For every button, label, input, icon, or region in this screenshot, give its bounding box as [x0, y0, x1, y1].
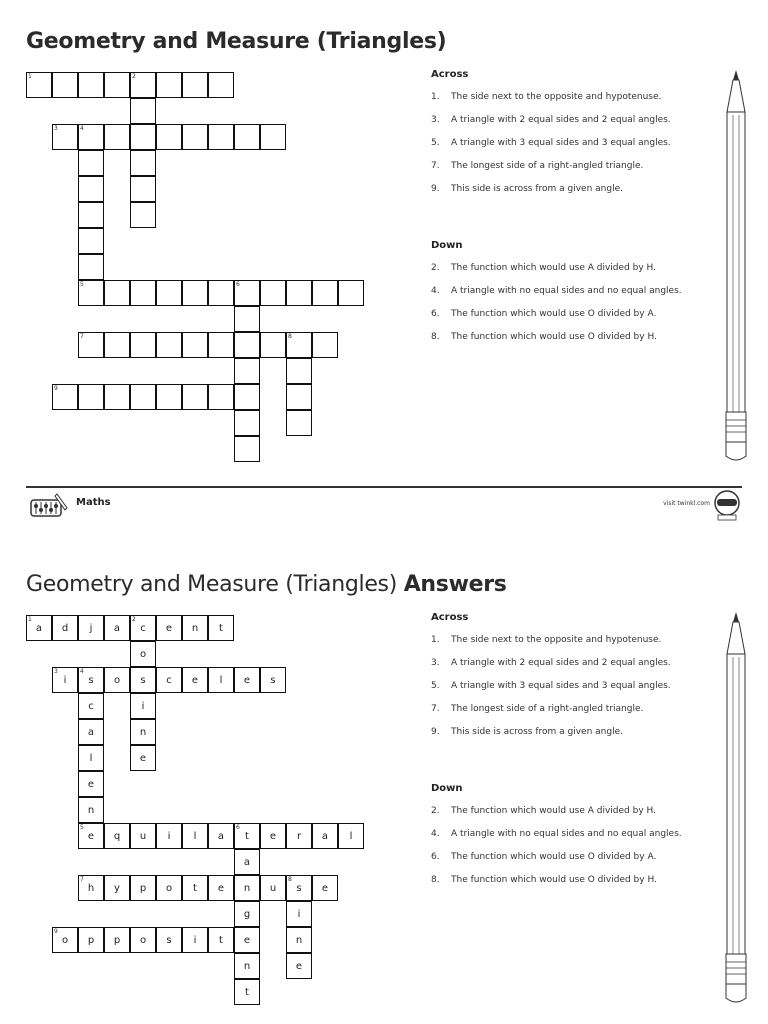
clue-number: 4. [431, 286, 440, 296]
cell-letter: y [114, 883, 120, 894]
crossword-cell[interactable] [208, 72, 234, 98]
crossword-cell [234, 875, 260, 901]
cell-letter: q [113, 831, 121, 842]
crossword-cell [130, 667, 156, 693]
cell-letter: n [139, 727, 147, 738]
crossword-cell[interactable] [78, 332, 104, 358]
crossword-cell[interactable] [26, 72, 52, 98]
crossword-cell[interactable] [338, 280, 364, 306]
crossword-cell[interactable] [208, 384, 234, 410]
cell-letter: n [295, 935, 303, 946]
crossword-cell[interactable] [130, 98, 156, 124]
crossword-cell [234, 849, 260, 875]
crossword-cell [182, 927, 208, 953]
clue-number: 1. [431, 635, 440, 645]
cell-letter: i [63, 675, 67, 686]
down-clue [431, 263, 721, 286]
crossword-cell[interactable] [208, 280, 234, 306]
down-clue-list [431, 806, 721, 898]
cell-letter: a [87, 727, 95, 738]
clue-text: A triangle with 2 equal sides and 2 equal angles. [451, 658, 671, 668]
cell-letter: n [243, 883, 251, 894]
crossword-cell[interactable] [130, 124, 156, 150]
crossword-cell[interactable] [286, 358, 312, 384]
crossword-cell [52, 615, 78, 641]
crossword-cell[interactable] [208, 332, 234, 358]
crossword-cell [286, 875, 312, 901]
crossword-cell[interactable] [52, 384, 78, 410]
crossword-cell [182, 875, 208, 901]
cell-number: 5 [80, 281, 84, 288]
crossword-cell[interactable] [156, 280, 182, 306]
cell-number: 3 [54, 668, 58, 675]
clue-text: The function which would use O divided by H. [451, 875, 657, 885]
cell-number: 7 [80, 876, 84, 883]
cell-letter: r [296, 831, 302, 842]
crossword-cell [104, 927, 130, 953]
footer-visit-link[interactable]: visit twinkl.com [663, 500, 710, 507]
down-heading: Down [431, 783, 463, 794]
down-clue [431, 332, 721, 355]
crossword-cell[interactable] [130, 332, 156, 358]
crossword-cell [208, 615, 234, 641]
clue-number: 8. [431, 332, 440, 342]
cell-letter: o [165, 883, 173, 894]
clue-text: The function which would use O divided by A. [451, 852, 657, 862]
crossword-cell [234, 927, 260, 953]
crossword-cell [130, 745, 156, 771]
crossword-cell[interactable] [286, 410, 312, 436]
cell-letter: l [349, 831, 353, 842]
crossword-cell[interactable] [234, 306, 260, 332]
crossword-cell[interactable] [130, 280, 156, 306]
cell-letter: n [87, 805, 95, 816]
cell-number: 9 [54, 385, 58, 392]
cell-letter: e [321, 883, 329, 894]
cell-letter: i [167, 831, 171, 842]
cell-letter: i [297, 909, 301, 920]
clue-number: 5. [431, 138, 440, 148]
clue-number: 5. [431, 681, 440, 691]
cell-letter: l [89, 753, 93, 764]
crossword-cell[interactable] [104, 280, 130, 306]
crossword-cell[interactable] [182, 124, 208, 150]
cell-letter: l [219, 675, 223, 686]
crossword-cell[interactable] [130, 202, 156, 228]
cell-letter: t [245, 987, 249, 998]
crossword-cell[interactable] [286, 332, 312, 358]
cell-letter: l [193, 831, 197, 842]
down-heading: Down [431, 240, 463, 251]
crossword-cell [208, 875, 234, 901]
crossword-cell [78, 875, 104, 901]
crossword-cell[interactable] [104, 124, 130, 150]
cell-letter: s [140, 675, 146, 686]
cell-number: 6 [236, 824, 240, 831]
across-clue-list [431, 635, 721, 750]
across-heading: Across [431, 612, 469, 623]
cell-letter: e [87, 831, 95, 842]
crossword-cell[interactable] [182, 72, 208, 98]
cell-letter: e [243, 675, 251, 686]
pencil-icon [716, 68, 756, 466]
crossword-cell [260, 667, 286, 693]
cell-number: 1 [28, 616, 32, 623]
cell-letter: s [166, 935, 172, 946]
crossword-cell[interactable] [182, 332, 208, 358]
cell-letter: t [245, 831, 249, 842]
crossword-cell[interactable] [78, 254, 104, 280]
crossword-cell[interactable] [130, 150, 156, 176]
clue-text: The longest side of a right-angled triangle. [451, 161, 644, 171]
quality-badge-icon [712, 489, 742, 521]
crossword-cell [26, 615, 52, 641]
crossword-cell[interactable] [234, 332, 260, 358]
across-clue [431, 92, 721, 115]
crossword-cell [208, 927, 234, 953]
crossword-cell[interactable] [52, 124, 78, 150]
across-clue [431, 658, 721, 681]
crossword-cell[interactable] [156, 72, 182, 98]
cell-letter: s [296, 883, 302, 894]
crossword-cell [182, 667, 208, 693]
crossword-answer-grid [0, 543, 420, 1013]
clue-text: A triangle with no equal sides and no equal angles. [451, 829, 682, 839]
clue-text: The function which would use A divided by H. [451, 263, 656, 273]
crossword-cell[interactable] [130, 384, 156, 410]
cell-letter: s [88, 675, 94, 686]
clue-text: The function which would use O divided by A. [451, 309, 657, 319]
across-clue [431, 681, 721, 704]
crossword-cell [130, 615, 156, 641]
footer-subject: Maths [76, 497, 111, 508]
cell-letter: o [113, 675, 121, 686]
worksheet-title: Geometry and Measure (Triangles) [26, 29, 447, 54]
crossword-cell[interactable] [78, 280, 104, 306]
cell-number: 6 [236, 281, 240, 288]
cell-number: 4 [80, 125, 84, 132]
cell-number: 8 [288, 333, 292, 340]
crossword-cell [78, 615, 104, 641]
crossword-cell [338, 823, 364, 849]
crossword-cell [312, 823, 338, 849]
clue-number: 9. [431, 184, 440, 194]
down-clue [431, 829, 721, 852]
clue-text: A triangle with no equal sides and no equal angles. [451, 286, 682, 296]
crossword-cell[interactable] [78, 176, 104, 202]
crossword-cell[interactable] [52, 72, 78, 98]
cell-letter: c [88, 701, 94, 712]
cell-letter: n [243, 961, 251, 972]
crossword-cell [78, 667, 104, 693]
crossword-cell[interactable] [286, 384, 312, 410]
clue-text: The side next to the opposite and hypotenuse. [451, 92, 662, 102]
cell-letter: c [140, 623, 146, 634]
crossword-cell [130, 719, 156, 745]
crossword-cell[interactable] [182, 280, 208, 306]
crossword-cell [182, 615, 208, 641]
cell-letter: j [89, 623, 93, 634]
crossword-cell[interactable] [234, 436, 260, 462]
crossword-cell[interactable] [130, 176, 156, 202]
cell-letter: h [87, 883, 95, 894]
clue-text: The function which would use A divided by H. [451, 806, 656, 816]
clue-number: 6. [431, 852, 440, 862]
clue-number: 6. [431, 309, 440, 319]
cell-letter: d [61, 623, 69, 634]
crossword-cell [52, 927, 78, 953]
cell-letter: p [113, 935, 121, 946]
cell-number: 3 [54, 125, 58, 132]
cell-number: 8 [288, 876, 292, 883]
crossword-cell[interactable] [78, 72, 104, 98]
crossword-cell[interactable] [234, 384, 260, 410]
crossword-cell[interactable] [234, 358, 260, 384]
cell-letter: g [243, 909, 251, 920]
down-clue [431, 806, 721, 829]
crossword-cell [260, 875, 286, 901]
clue-number: 2. [431, 806, 440, 816]
across-clue [431, 161, 721, 184]
cell-letter: a [113, 623, 121, 634]
crossword-cell [234, 823, 260, 849]
crossword-cell [78, 693, 104, 719]
crossword-cell[interactable] [234, 124, 260, 150]
clue-number: 9. [431, 727, 440, 737]
crossword-cell[interactable] [260, 280, 286, 306]
crossword-cell [312, 875, 338, 901]
crossword-cell [208, 823, 234, 849]
across-clue-list [431, 92, 721, 207]
cell-letter: i [193, 935, 197, 946]
crossword-cell [286, 927, 312, 953]
crossword-cell[interactable] [312, 332, 338, 358]
crossword-cell [78, 771, 104, 797]
clue-number: 2. [431, 263, 440, 273]
clue-text: This side is across from a given angle. [451, 727, 623, 737]
crossword-cell[interactable] [260, 124, 286, 150]
crossword-cell [78, 745, 104, 771]
crossword-cell [104, 875, 130, 901]
crossword-cell[interactable] [156, 124, 182, 150]
cell-letter: p [87, 935, 95, 946]
cell-letter: e [243, 935, 251, 946]
crossword-cell[interactable] [286, 280, 312, 306]
cell-letter: c [166, 675, 172, 686]
clue-number: 1. [431, 92, 440, 102]
clues-panel-answers [431, 612, 721, 898]
crossword-cell[interactable] [260, 332, 286, 358]
down-clue [431, 309, 721, 332]
crossword-cell [208, 667, 234, 693]
crossword-cell [234, 667, 260, 693]
cell-letter: a [35, 623, 43, 634]
crossword-cell[interactable] [104, 332, 130, 358]
crossword-cell [156, 875, 182, 901]
clue-text: A triangle with 3 equal sides and 3 equal angles. [451, 138, 671, 148]
clue-text: A triangle with 3 equal sides and 3 equal angles. [451, 681, 671, 691]
crossword-cell[interactable] [104, 72, 130, 98]
maths-logo-icon [27, 490, 71, 522]
crossword-cell[interactable] [78, 228, 104, 254]
cell-letter: o [61, 935, 69, 946]
across-clue [431, 184, 721, 207]
cell-letter: e [165, 623, 173, 634]
clue-number: 3. [431, 115, 440, 125]
cell-letter: e [87, 779, 95, 790]
down-clue [431, 286, 721, 309]
across-clue [431, 704, 721, 727]
cell-number: 4 [80, 668, 84, 675]
answers-title-main: Geometry and Measure (Triangles) [26, 572, 397, 597]
crossword-cell [156, 927, 182, 953]
clue-number: 4. [431, 829, 440, 839]
crossword-cell [156, 823, 182, 849]
crossword-cell [286, 901, 312, 927]
cell-letter: e [139, 753, 147, 764]
cell-letter: t [219, 935, 223, 946]
down-clue-list [431, 263, 721, 355]
cell-number: 2 [132, 73, 136, 80]
crossword-cell[interactable] [234, 280, 260, 306]
crossword-cell [130, 875, 156, 901]
crossword-cell[interactable] [130, 72, 156, 98]
cell-letter: e [191, 675, 199, 686]
cell-letter: p [139, 883, 147, 894]
cell-number: 7 [80, 333, 84, 340]
crossword-cell[interactable] [182, 384, 208, 410]
crossword-cell [104, 823, 130, 849]
crossword-cell [260, 823, 286, 849]
across-clue [431, 635, 721, 658]
cell-letter: e [269, 831, 277, 842]
cell-number: 9 [54, 928, 58, 935]
crossword-cell[interactable] [312, 280, 338, 306]
crossword-cell [78, 927, 104, 953]
cell-number: 5 [80, 824, 84, 831]
answers-title-suffix: Answers [403, 572, 507, 597]
cell-letter: u [139, 831, 147, 842]
crossword-cell[interactable] [208, 124, 234, 150]
cell-letter: e [295, 961, 303, 972]
clue-text: The function which would use O divided by H. [451, 332, 657, 342]
crossword-cell[interactable] [156, 384, 182, 410]
crossword-cell [130, 927, 156, 953]
cell-letter: t [219, 623, 223, 634]
crossword-blank-grid [0, 0, 420, 470]
crossword-cell[interactable] [78, 384, 104, 410]
crossword-cell [234, 979, 260, 1005]
crossword-cell[interactable] [78, 124, 104, 150]
cell-number: 1 [28, 73, 32, 80]
cell-letter: u [269, 883, 277, 894]
clue-number: 7. [431, 161, 440, 171]
crossword-cell [156, 667, 182, 693]
cell-letter: e [217, 883, 225, 894]
cell-letter: i [141, 701, 145, 712]
clue-number: 8. [431, 875, 440, 885]
across-clue [431, 727, 721, 750]
pencil-icon [716, 610, 756, 1008]
crossword-cell[interactable] [234, 410, 260, 436]
crossword-cell[interactable] [104, 384, 130, 410]
crossword-cell[interactable] [78, 150, 104, 176]
across-heading: Across [431, 69, 469, 80]
crossword-cell[interactable] [156, 332, 182, 358]
across-clue [431, 115, 721, 138]
crossword-cell[interactable] [78, 202, 104, 228]
crossword-cell [286, 823, 312, 849]
across-clue [431, 138, 721, 161]
clue-text: A triangle with 2 equal sides and 2 equal angles. [451, 115, 671, 125]
cell-letter: t [193, 883, 197, 894]
crossword-cell [104, 667, 130, 693]
crossword-cell [78, 823, 104, 849]
down-clue [431, 875, 721, 898]
clue-text: This side is across from a given angle. [451, 184, 623, 194]
down-clue [431, 852, 721, 875]
clue-number: 7. [431, 704, 440, 714]
clues-panel [431, 69, 721, 355]
cell-letter: n [191, 623, 199, 634]
crossword-cell [130, 823, 156, 849]
crossword-cell [286, 953, 312, 979]
crossword-cell [234, 953, 260, 979]
crossword-cell [182, 823, 208, 849]
cell-letter: o [139, 935, 147, 946]
crossword-cell [156, 615, 182, 641]
crossword-cell [78, 797, 104, 823]
crossword-cell [130, 693, 156, 719]
cell-letter: o [139, 649, 147, 660]
crossword-cell [104, 615, 130, 641]
crossword-cell [234, 901, 260, 927]
clue-text: The side next to the opposite and hypotenuse. [451, 635, 662, 645]
footer-rule [26, 486, 742, 488]
clue-text: The longest side of a right-angled triangle. [451, 704, 644, 714]
cell-letter: a [243, 857, 251, 868]
page-footer [0, 485, 768, 530]
crossword-cell [78, 719, 104, 745]
cell-number: 2 [132, 616, 136, 623]
clue-number: 3. [431, 658, 440, 668]
cell-letter: a [217, 831, 225, 842]
cell-letter: a [321, 831, 329, 842]
crossword-cell [52, 667, 78, 693]
crossword-cell [130, 641, 156, 667]
cell-letter: s [270, 675, 276, 686]
